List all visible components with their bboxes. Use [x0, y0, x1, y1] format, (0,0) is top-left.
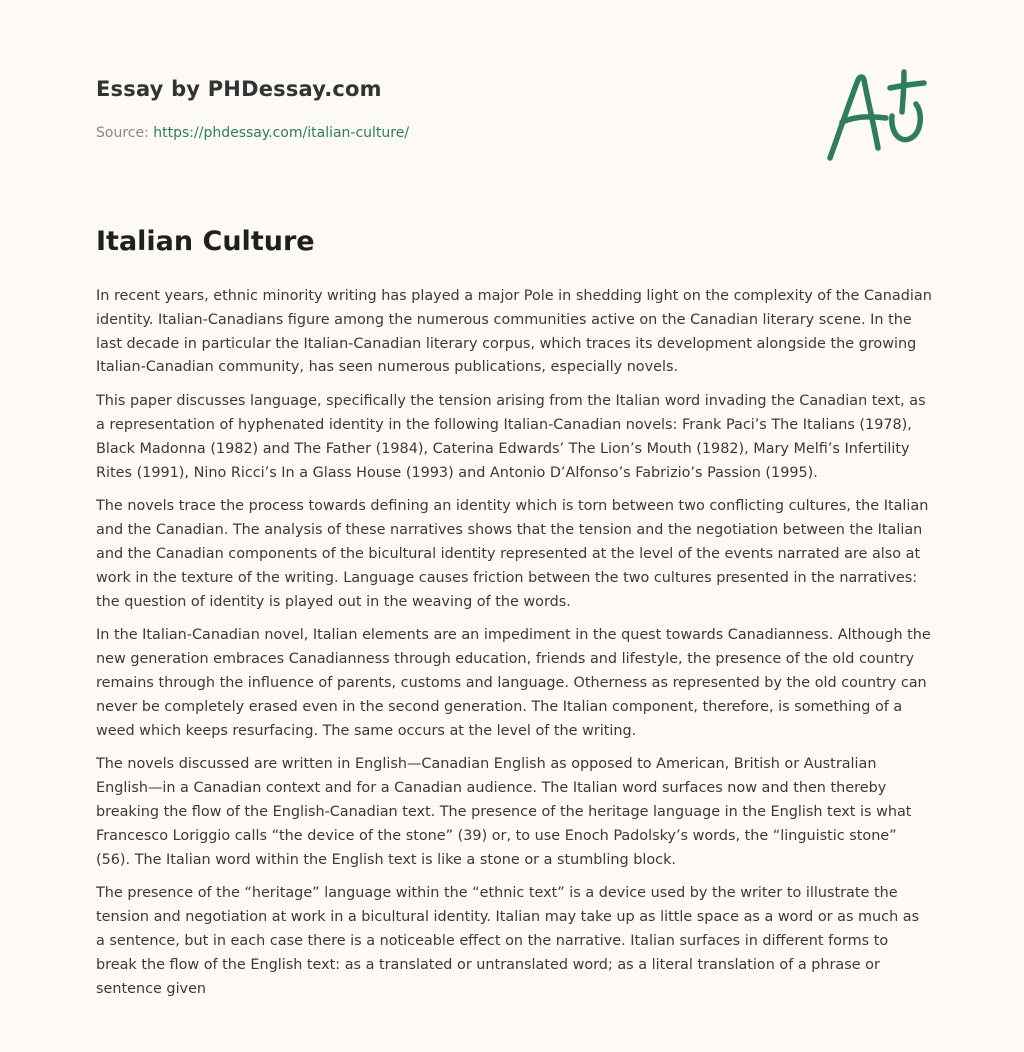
paragraph: The presence of the “heritage” language within the “ethnic text” is a device used by the writer to illustrate the tension and negotiation at work in a bicultural identity. Italian may take up as little space as a word or as much as a sentence, but in each case there is a noticeable effect on the narrative. Italian surfaces in different forms to break the flow of the English text: as a translated or untranslated word; as a literal translation of a phrase or sentence given [96, 885, 920, 997]
paragraph: In the Italian-Canadian novel, Italian elements are an impediment in the quest towards Canadianness. Although the new generation embraces Canadianness through education, friends and lifestyle, the presence of the old country remains through the influence of parents, customs and language. Otherness as represented by the old country can never be completely erased even in the second generation. The Italian component, therefore, is something of a weed which keeps resurfacing. The same occurs at the level of the writing. [96, 627, 931, 739]
brand-title: Essay by PHDessay.com [96, 77, 382, 101]
paragraph: In recent years, ethnic minority writing has played a major Pole in shedding light on the complexity of the Canadian identity. Italian-Canadians figure among the numerous communities active on the Canadian literary scene. In the last decade in particular the Italian-Canadian literary corpus, which traces its development alongside the growing Italian-Canadian community, has seen numerous publications, especially novels. [96, 288, 932, 376]
page-title: Italian Culture [96, 226, 315, 257]
paragraph: The novels discussed are written in English—Canadian English as opposed to American, British or Australian English—in a Canadian context and for a Canadian audience. The Italian word surfaces now and then thereby breaking the flow of the English-Canadian text. The presence of the heritage language in the English text is what Francesco Loriggio calls “the device of the stone” (39) or, to use Enoch Padolsky’s words, the “linguistic stone” (56). The Italian word within the English text is like a stone or a stumbling block. [96, 756, 912, 868]
source-link[interactable]: https://phdessay.com/italian-culture/ [153, 125, 410, 141]
source-label: Source: [96, 125, 154, 141]
a-plus-logo-icon [818, 66, 930, 166]
logo [818, 66, 930, 166]
paragraph: This paper discusses language, specifically the tension arising from the Italian word invading the Canadian text, as a representation of hyphenated identity in the following Italian-Canadian novels: Frank Paci’s The Italians (1978), Black Madonna (1982) and The Father (1984), Caterina Edwards’ The Lion’s Mouth (1982), Mary Melfi’s Infertility Rites (1991), Nino Ricci’s In a Glass House (1993) and Antonio D’Alfonso’s Fabrizio’s Passion (1995). [96, 393, 926, 481]
source-line [96, 125, 409, 141]
paragraph: The novels trace the process towards defining an identity which is torn between two conflicting cultures, the Italian and the Canadian. The analysis of these narratives shows that the tension and the negotiation between the Italian and the Canadian components of the bicultural identity represented at the level of the events narrated are also at work in the texture of the writing. Language causes friction between the two cultures presented in the narratives: the question of identity is played out in the weaving of the words. [96, 498, 929, 610]
article-body [96, 285, 932, 1011]
